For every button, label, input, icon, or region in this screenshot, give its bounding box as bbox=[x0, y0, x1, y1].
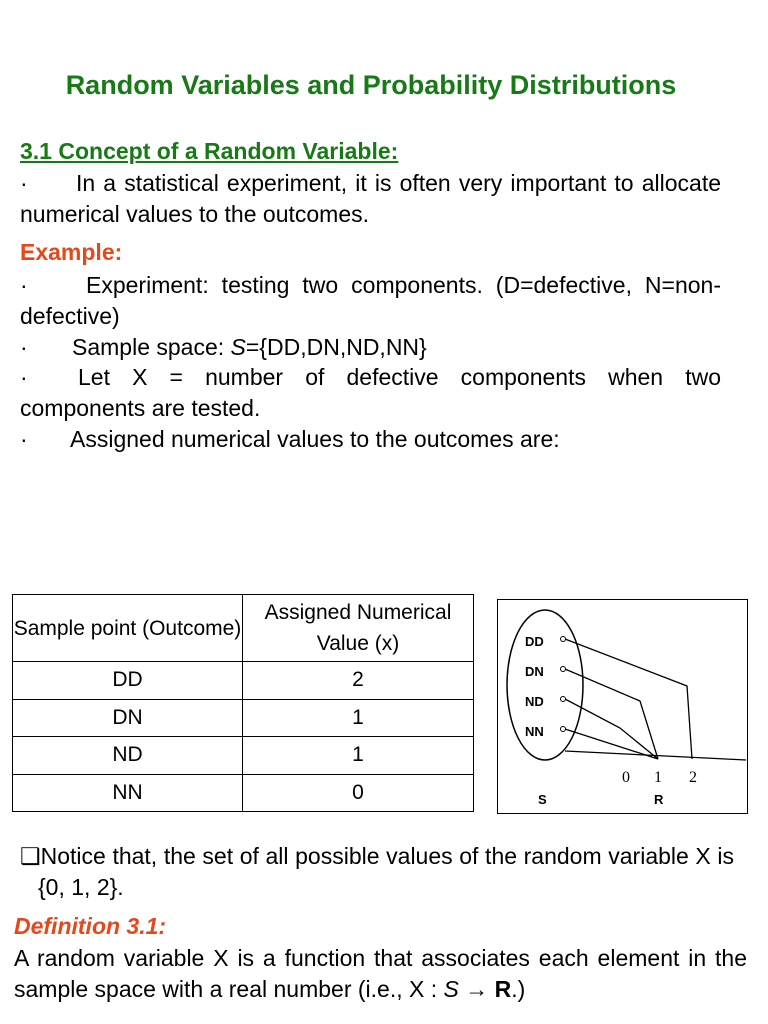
section-heading: 3.1 Concept of a Random Variable: bbox=[20, 138, 399, 164]
example-bullet-4 bbox=[20, 424, 721, 455]
definition-label: Definition 3.1: bbox=[14, 913, 167, 939]
outcome-label-nd: ND bbox=[525, 694, 544, 709]
definition-sample-space: S bbox=[443, 975, 459, 1002]
outcome-label-dd: DD bbox=[525, 634, 544, 649]
table-cell-outcome: ND bbox=[13, 737, 243, 775]
mapping-diagram-svg bbox=[498, 600, 746, 812]
outcome-label-nn: NN bbox=[525, 724, 544, 739]
domain-label: S bbox=[538, 792, 547, 807]
mapping-arrow-dd bbox=[565, 639, 692, 759]
checkbox-bullet-icon: ❑ bbox=[20, 843, 41, 869]
value-label-1: 1 bbox=[654, 769, 662, 786]
outcome-point-dn bbox=[561, 667, 566, 672]
mapping-diagram bbox=[497, 599, 748, 814]
table-row bbox=[13, 699, 474, 737]
outcome-value-table bbox=[12, 594, 474, 812]
example-bullet-3 bbox=[20, 362, 721, 423]
mapping-arrow-dn bbox=[565, 669, 658, 759]
table-cell-value: 1 bbox=[243, 699, 474, 737]
example-bullet-text: Experiment: testing two components. (D=defective, N=non-defective) bbox=[20, 272, 721, 329]
bullet-dot: · bbox=[20, 170, 28, 196]
mapping-arrow-nn bbox=[565, 729, 658, 759]
table-header-outcome: Sample point (Outcome) bbox=[13, 595, 243, 662]
definition-text-end: .) bbox=[511, 975, 526, 1002]
bullet-dot: · bbox=[20, 426, 28, 452]
outcome-label-dn: DN bbox=[525, 664, 544, 679]
bullet-dot: · bbox=[20, 364, 28, 390]
bullet-dot: · bbox=[20, 272, 28, 298]
sample-space-ellipse bbox=[507, 610, 583, 760]
sample-space-symbol: S bbox=[230, 334, 246, 360]
table-header-row bbox=[13, 595, 474, 662]
arrow-icon: → bbox=[458, 975, 495, 1002]
sample-space-set: ={DD,DN,ND,NN} bbox=[245, 334, 427, 360]
sample-space-prefix: Sample space: bbox=[72, 334, 231, 360]
example-bullet-1 bbox=[20, 270, 721, 331]
table-cell-outcome: DD bbox=[13, 662, 243, 700]
outcome-point-nd bbox=[561, 697, 566, 702]
notice-paragraph bbox=[20, 841, 734, 902]
table-row bbox=[13, 662, 474, 700]
definition-real-set: R bbox=[494, 975, 512, 1002]
table-header-value: Assigned Numerical Value (x) bbox=[243, 595, 474, 662]
notice-text: Notice that, the set of all possible values of the random variable X is {0, 1, 2}. bbox=[38, 843, 734, 900]
range-label: R bbox=[654, 792, 664, 807]
table-cell-value: 1 bbox=[243, 737, 474, 775]
intro-text: In a statistical experiment, it is often very important to allocate numerical values to the outcomes. bbox=[20, 170, 721, 227]
table-row bbox=[13, 774, 474, 812]
value-label-2: 2 bbox=[689, 769, 697, 786]
example-label: Example: bbox=[20, 239, 123, 265]
value-label-0: 0 bbox=[622, 769, 630, 786]
bullet-dot: · bbox=[20, 334, 28, 360]
table-cell-outcome: DN bbox=[13, 699, 243, 737]
page-title: Random Variables and Probability Distributions bbox=[65, 70, 677, 100]
table-cell-outcome: NN bbox=[13, 774, 243, 812]
example-bullet-2 bbox=[20, 332, 721, 363]
mapping-arrow-nd bbox=[565, 699, 658, 759]
table-cell-value: 0 bbox=[243, 774, 474, 812]
table-row bbox=[13, 737, 474, 775]
outcome-point-dd bbox=[561, 637, 566, 642]
example-bullet-text: Assigned numerical values to the outcomes are: bbox=[70, 426, 560, 452]
example-bullet-text: Let X = number of defective components when two components are tested. bbox=[20, 364, 721, 421]
table-cell-value: 2 bbox=[243, 662, 474, 700]
definition-paragraph bbox=[14, 943, 747, 1004]
intro-paragraph bbox=[20, 168, 721, 229]
definition-text: A random variable X is a function that associates each element in the sample space with a real number (i.e., X : bbox=[14, 945, 747, 1002]
outcome-point-nn bbox=[561, 727, 566, 732]
